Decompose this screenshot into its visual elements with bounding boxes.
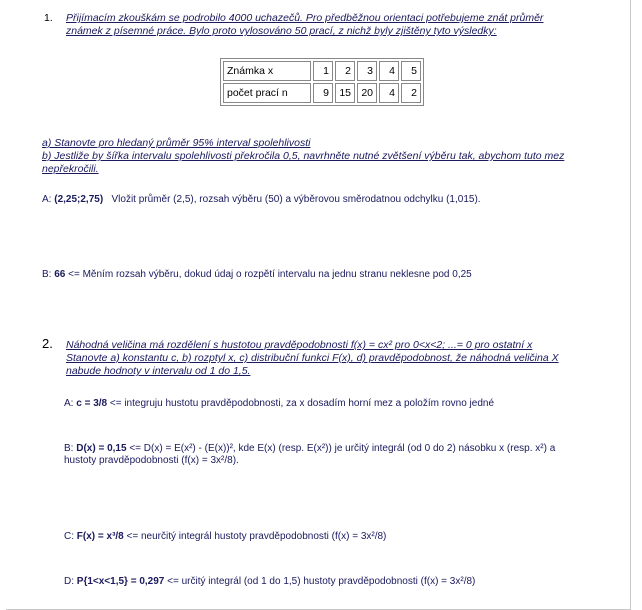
table-cell: 4 [379,61,399,81]
answer-2b [64,443,624,466]
answer-text: <= integruju hustotu pravděpodobnosti, za x dosadím horní mez a položím rovno jedné [109,398,495,409]
table-cell: 5 [401,61,421,81]
answer-1a [42,194,481,205]
answer-value: (2,25;2,75) [54,194,104,205]
answer-text: <= D(x) = E(x²) - (E(x))², kde E(x) (resp. E(x²)) je určitý integrál (od 0 do 2) násobku x (resp. x²) a [129,443,556,454]
answer-value: 66 [54,269,66,280]
table-row [223,83,421,103]
problem-2-number: 2. [42,336,53,351]
table-cell: 9 [313,83,333,103]
answer-value: D(x) = 0,15 [76,443,127,454]
answer-value: P{1<x<1,5} = 0,297 [76,576,165,587]
task-b-line-2: nepřekročili. [42,163,99,175]
problem-2-line-3: nabude hodnoty v intervalu od 1 do 1,5. [66,365,251,377]
table-cell: 2 [335,61,355,81]
table-cell: 20 [357,83,377,103]
answer-text: <= Měním rozsah výběru, dokud údaj o rozpětí intervalu na jednu stranu neklesne pod 0,25 [68,269,472,280]
table-cell: 1 [313,61,333,81]
answer-prefix: B: [42,269,52,280]
table-row-label: Známka x [223,61,311,81]
table-row [223,61,421,81]
answer-2d [64,576,475,587]
answer-text: <= neurčitý integrál hustoty pravděpodobnosti (f(x) = 3x²/8) [126,531,387,542]
answer-2a [64,398,494,409]
problem-2-line-2: Stanovte a) konstantu c, b) rozptyl x, c) distribuční funkci F(x), d) pravděpodobnost, že náhodná veličina X [66,352,559,364]
problem-1-line-2: známek z písemné práce. Bylo proto vylosováno 50 prací, z nichž byly zjištěny tyto výsledky: [66,25,497,37]
table-cell: 15 [335,83,355,103]
answer-2c [64,531,386,542]
answer-prefix: D: [64,576,74,587]
task-a: a) Stanovte pro hledaný průměr 95% interval spolehlivosti [42,137,311,149]
answer-text: <= určitý integrál (od 1 do 1,5) hustoty pravděpodobnosti (f(x) = 3x²/8) [167,576,476,587]
answer-1b [42,269,472,280]
table-cell: 3 [357,61,377,81]
answer-prefix: C: [64,531,74,542]
table-cell: 2 [401,83,421,103]
problem-2-line-1: Náhodná veličina má rozdělení s hustotou pravděpodobnosti f(x) = cx² pro 0<x<2; ...= 0 pro ostatní x [66,339,533,351]
problem-1-line-1: Přijímacím zkouškám se podrobilo 4000 uchazečů. Pro předběžnou orientaci potřebujeme znát průměr [66,12,544,24]
answer-text-continued: hustoty pravděpodobnosti (f(x) = 3x²/8). [64,455,239,466]
answer-value: c = 3/8 [76,398,108,409]
answer-prefix: B: [64,443,74,454]
problem-1-number: 1. [44,12,53,24]
answer-prefix: A: [42,194,52,205]
task-b-line-1: b) Jestliže by šířka intervalu spolehlivosti překročila 0,5, navrhněte nutné zvětšení výběru tak, abychom tuto mez [42,150,565,162]
grades-table [220,58,424,106]
table-row-label: počet prací n [223,83,311,103]
answer-prefix: A: [64,398,74,409]
table-cell: 4 [379,83,399,103]
answer-text: Vložit průměr (2,5), rozsah výběru (50) a výběrovou směrodatnou odchylku (1,015). [111,194,481,205]
answer-value: F(x) = x³/8 [76,531,124,542]
